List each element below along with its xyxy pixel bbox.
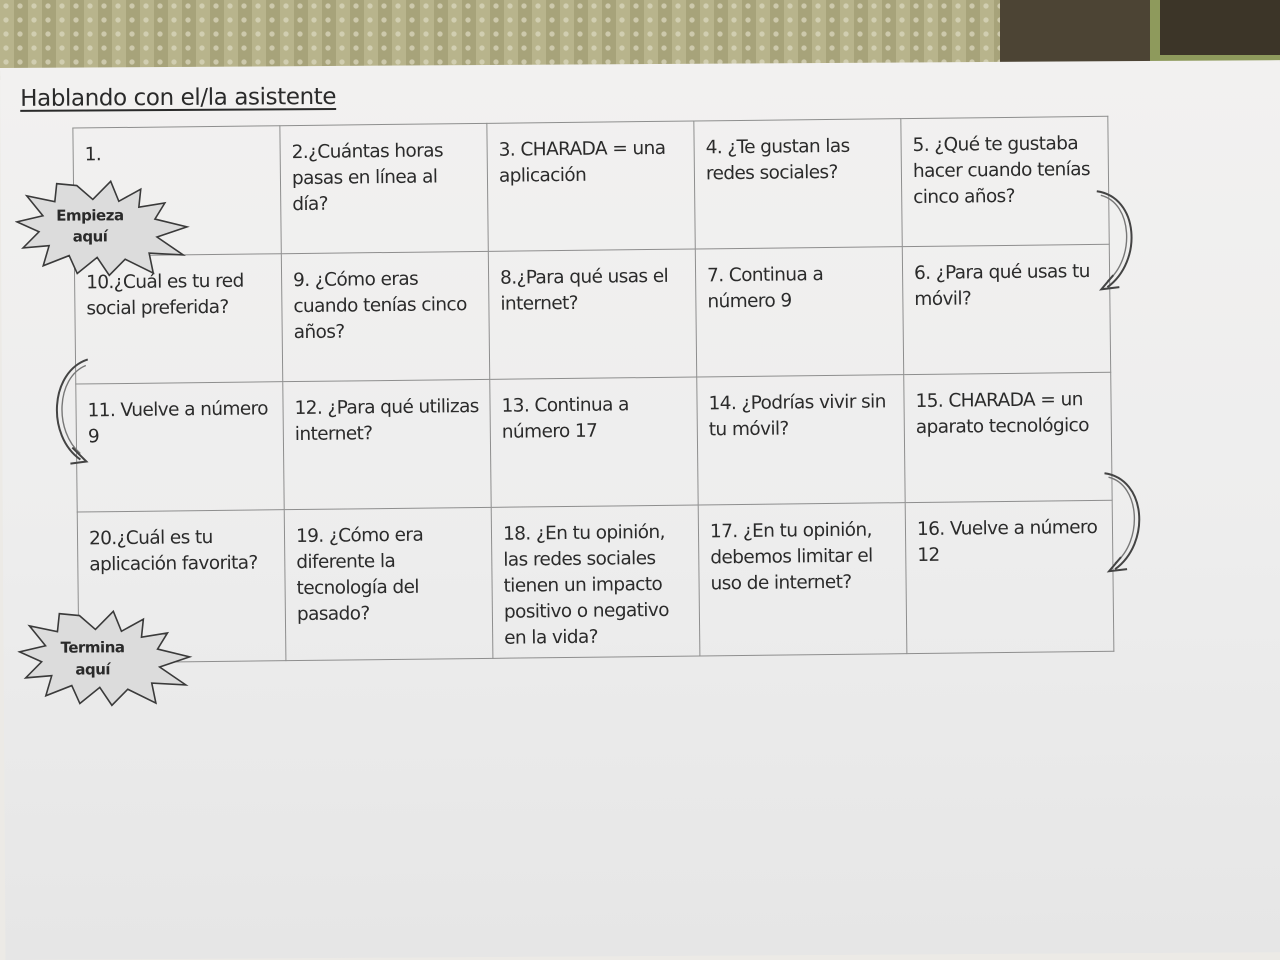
board-cell-2: 2.¿Cuántas horas pasas en línea al día? — [280, 123, 488, 253]
board-cell-3: 3. CHARADA = una aplicación — [487, 121, 695, 251]
board-cell-6: 6. ¿Para qué usas tu móvil? — [902, 244, 1110, 374]
board-cell-10: 10.¿Cuál es tu red social preferida? — [74, 254, 282, 384]
board-cell-16: 16. Vuelve a número 12 — [905, 500, 1114, 653]
board-cell-4: 4. ¿Te gustan las redes sociales? — [694, 119, 902, 249]
worksheet-paper — [0, 60, 1280, 960]
worksheet-title: Hablando con el/la asistente — [20, 83, 337, 112]
fabric-dark-band-2 — [1160, 0, 1280, 55]
board-cell-13: 13. Continua a número 17 — [490, 377, 698, 507]
board-cell-9: 9. ¿Cómo eras cuando tenías cinco años? — [281, 251, 489, 381]
board-cell-20: 20.¿Cuál es tu aplicación favorita? — [77, 510, 286, 663]
start-badge-line1: Empieza — [56, 206, 124, 225]
board-cell-18: 18. ¿En tu opinión, las redes sociales tienen un impacto positivo o negativo en la vida? — [491, 505, 700, 658]
board-cell-8: 8.¿Para qué usas el internet? — [488, 249, 696, 379]
board-row — [76, 372, 1112, 512]
board-cell-7: 7. Continua a número 9 — [695, 247, 903, 377]
board-cell-5: 5. ¿Qué te gustaba hacer cuando tenías cinco años? — [901, 116, 1109, 246]
board-cell-17: 17. ¿En tu opinión, debemos limitar el uso de internet? — [698, 503, 907, 656]
curved-arrow-icon — [42, 353, 103, 473]
end-badge-line2: aquí — [75, 660, 111, 679]
curved-arrow-icon — [1096, 465, 1157, 585]
board-row — [77, 500, 1114, 663]
curved-arrow-icon — [1087, 183, 1148, 303]
start-badge — [15, 177, 191, 278]
board-grid — [72, 116, 1114, 664]
start-badge-line2: aquí — [72, 227, 108, 246]
board-cell-15: 15. CHARADA = un aparato tecnológico — [904, 372, 1112, 502]
board-row — [73, 116, 1109, 256]
board-cell-11: 11. Vuelve a número 9 — [76, 382, 284, 512]
board-cell-12: 12. ¿Para qué utilizas internet? — [283, 379, 491, 509]
board-cell-1: 1. — [73, 126, 281, 256]
board-row — [74, 244, 1110, 384]
end-badge-line1: Termina — [60, 638, 125, 657]
board-cell-14: 14. ¿Podrías vivir sin tu móvil? — [697, 375, 905, 505]
board-cell-19: 19. ¿Cómo era diferente la tecnología del pasado? — [284, 507, 493, 660]
end-badge — [17, 607, 193, 708]
